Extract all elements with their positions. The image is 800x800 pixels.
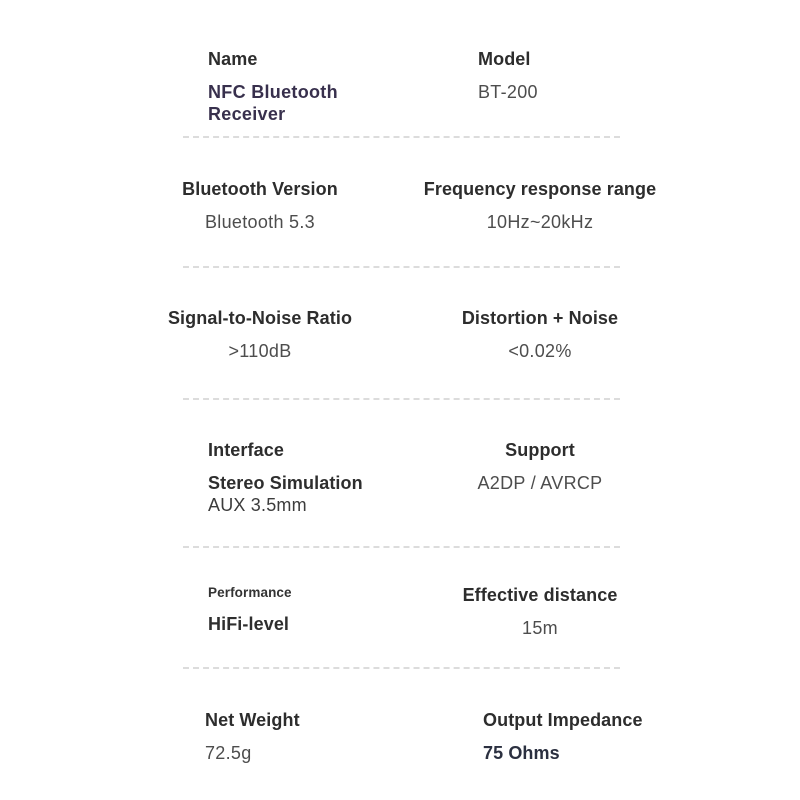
spec-cell-distortion [400,307,680,362]
spec-value-distortion: <0.02% [508,341,572,361]
spec-value-model: BT-200 [478,82,538,102]
divider [183,398,620,400]
spec-label-distortion: Distortion + Noise [461,308,619,328]
divider [183,546,620,548]
spec-value-interface-secondary: AUX 3.5mm [208,495,307,515]
spec-cell-effective-distance [400,584,680,639]
divider [183,667,620,669]
spec-value-frequency-range: 10Hz~20kHz [486,212,594,232]
spec-row-weight-impedance [120,709,680,764]
spec-cell-name [120,48,400,125]
spec-value-snr: >110dB [228,341,292,361]
spec-label-output-impedance: Output Impedance [483,710,643,730]
spec-cell-net-weight [120,709,400,764]
spec-row-performance-distance [120,584,680,639]
spec-cell-frequency-range [400,178,680,233]
spec-label-bluetooth-version: Bluetooth Version [182,179,338,199]
spec-label-model: Model [478,49,531,69]
spec-value-output-impedance: 75 Ohms [483,743,560,763]
spec-label-interface: Interface [208,440,284,460]
spec-value-performance: HiFi-level [208,614,290,634]
spec-label-name: Name [208,49,258,69]
spec-value-effective-distance: 15m [522,618,558,638]
spec-cell-interface [120,439,400,516]
spec-cell-snr [120,307,400,362]
spec-cell-support [400,439,680,516]
spec-label-performance: Performance [208,585,292,600]
spec-row-bluetooth-frequency [120,178,680,233]
spec-value-support: A2DP / AVRCP [477,473,603,493]
spec-label-net-weight: Net Weight [205,710,300,730]
divider [183,266,620,268]
spec-cell-performance [120,584,400,639]
spec-value-bluetooth-version: Bluetooth 5.3 [205,212,315,232]
spec-label-snr: Signal-to-Noise Ratio [167,308,353,328]
spec-row-name-model [120,48,680,125]
spec-value-net-weight: 72.5g [205,743,252,763]
divider [183,136,620,138]
spec-value-name: NFC Bluetooth Receiver [208,82,338,124]
spec-label-frequency-range: Frequency response range [423,179,657,199]
spec-cell-bluetooth-version [120,178,400,233]
spec-label-effective-distance: Effective distance [462,585,618,605]
spec-value-interface-primary: Stereo Simulation [208,473,363,493]
spec-label-support: Support [505,440,575,460]
spec-cell-model [400,48,680,125]
spec-row-snr-distortion [120,307,680,362]
spec-cell-output-impedance [400,709,680,764]
spec-row-interface-support [120,439,680,516]
